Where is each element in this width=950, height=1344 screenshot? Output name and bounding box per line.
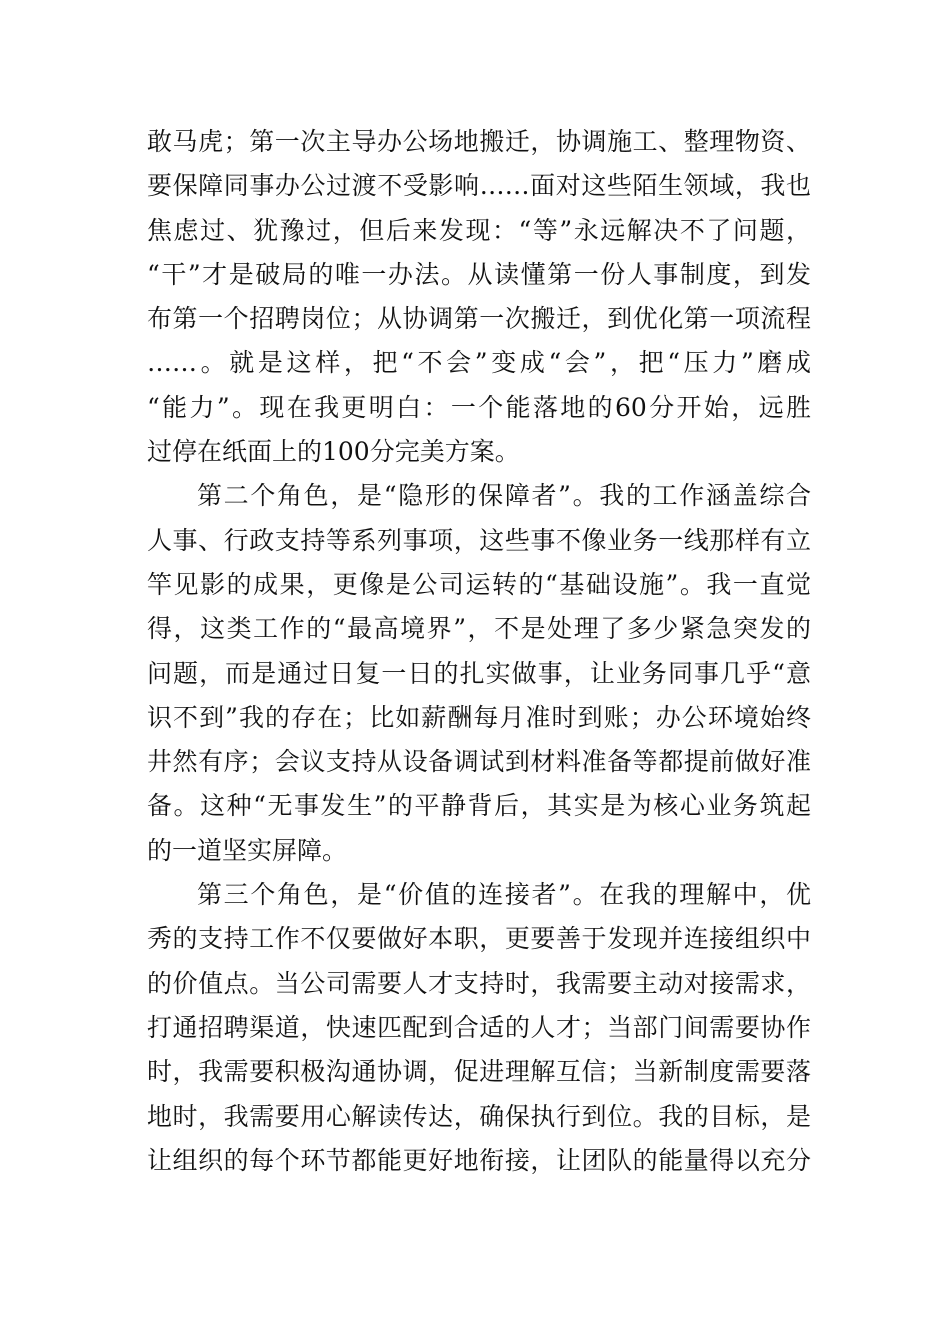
text-line: 问题，而是通过日复一日的扎实做事，让业务同事几乎“意 — [147, 658, 811, 688]
text-line: 秀的支持工作不仅要做好本职，更要善于发现并连接组织中 — [147, 924, 811, 954]
text-line: 地时，我需要用心解读传达，确保执行到位。我的目标，是 — [147, 1101, 811, 1131]
text-line: 备。这种“无事发生”的平静背后，其实是为核心业务筑起 — [147, 791, 811, 821]
text-line: “能力”。现在我更明白：一个能落地的60分开始，远胜 — [147, 392, 811, 422]
text-line: ……。就是这样，把“不会”变成“会”，把“压力”磨成 — [147, 348, 811, 378]
document-body — [147, 120, 811, 1183]
text-line: 井然有序；会议支持从设备调试到材料准备等都提前做好准 — [147, 747, 811, 777]
paragraph-start-line: 第二个角色，是“隐形的保障者”。我的工作涵盖综合 — [197, 481, 811, 511]
text-line: 识不到”我的存在；比如薪酬每月准时到账；办公环境始终 — [147, 702, 811, 732]
paragraph-start-line: 第三个角色，是“价值的连接者”。在我的理解中，优 — [197, 880, 811, 910]
text-line: 让组织的每个环节都能更好地衔接，让团队的能量得以充分 — [147, 1145, 811, 1175]
text-line: 打通招聘渠道，快速匹配到合适的人才；当部门间需要协作 — [147, 1012, 811, 1042]
text-line: 布第一个招聘岗位；从协调第一次搬迁，到优化第一项流程 — [147, 304, 811, 334]
text-line: 竿见影的成果，更像是公司运转的“基础设施”。我一直觉 — [147, 569, 811, 599]
text-line: “干”才是破局的唯一办法。从读懂第一份人事制度，到发 — [147, 259, 811, 289]
text-line: 的价值点。当公司需要人才支持时，我需要主动对接需求， — [147, 968, 811, 998]
text-line: 人事、行政支持等系列事项，这些事不像业务一线那样有立 — [147, 525, 811, 555]
text-line: 敢马虎；第一次主导办公场地搬迁，协调施工、整理物资、 — [147, 127, 811, 156]
text-line: 的一道坚实屏障。 — [147, 835, 348, 865]
text-line: 得，这类工作的“最高境界”，不是处理了多少紧急突发的 — [147, 614, 811, 644]
text-line: 焦虑过、犹豫过，但后来发现：“等”永远解决不了问题， — [147, 215, 811, 245]
text-line: 时，我需要积极沟通协调，促进理解互信；当新制度需要落 — [147, 1057, 811, 1087]
text-line: 要保障同事办公过渡不受影响……面对这些陌生领域，我也 — [147, 171, 811, 201]
text-line: 过停在纸面上的100分完美方案。 — [147, 437, 520, 467]
